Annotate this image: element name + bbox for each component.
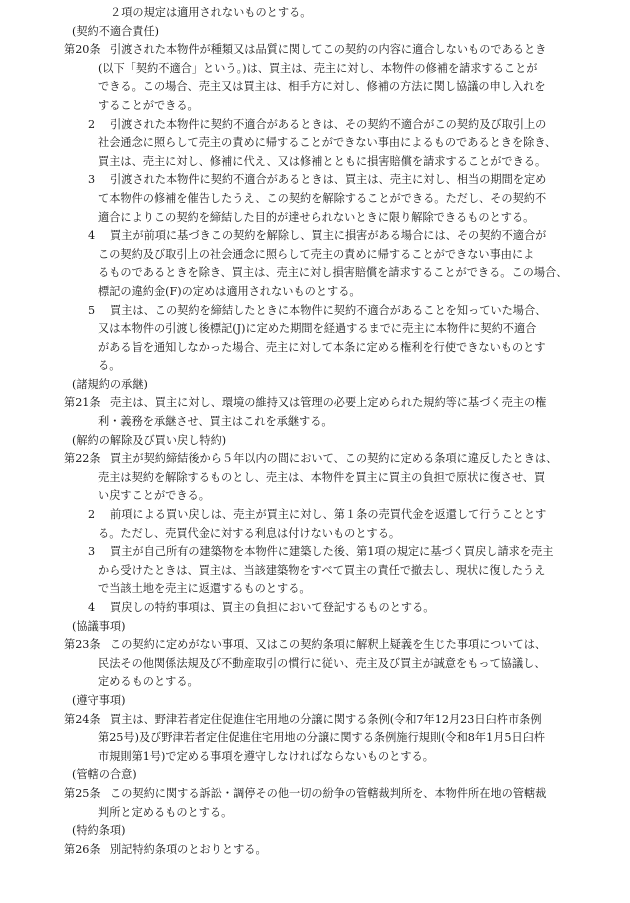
paragraph-text-line: 標記の違約金(F)の定めは適用されないものとする。: [98, 284, 361, 298]
paragraph-text-line: 買主は、売主に対し、修補に代え、又は修補とともに損害賠償を請求することができる。: [98, 154, 547, 168]
paragraph-number: 2: [88, 117, 96, 131]
article: [0, 785, 630, 822]
paragraph-number: 4: [88, 601, 96, 614]
article-text-line: 市規則第1号)で定める事項を遵守しなければならないものとする。: [98, 749, 434, 763]
article-caption: (特約条項): [72, 824, 126, 838]
document-page: [0, 4, 630, 859]
paragraph-text-line: 適合によりこの契約を締結した目的が達せられないときに限り解除できるものとする。: [98, 210, 535, 224]
article-text-line: 判所と定めるものとする。: [98, 805, 233, 819]
paragraph-text-line: 引渡された本物件に契約不適合があるときは、その契約不適合がこの契約及び取引上の: [110, 117, 547, 131]
paragraph: [0, 302, 630, 376]
paragraph: [0, 116, 630, 172]
article-text-line: 売主は契約を解除するものとし、売主は、本物件を買主に買主の負担で原状に復させ、買: [98, 470, 546, 484]
article: [0, 841, 630, 860]
article-number: 第22条: [64, 452, 101, 466]
article-text-line: 定めるものとする。: [98, 675, 199, 689]
article-number: 第23条: [64, 638, 101, 652]
paragraph-text-line: る。ただし、売買代金に対する利息は付けないものとする。: [98, 526, 401, 540]
article-number: 第26条: [64, 842, 101, 856]
paragraph-text-line: で当該土地を売主に返還するものとする。: [98, 582, 311, 596]
paragraph-text-line: から受けたときは、買主は、当該建築物をすべて買主の責任で撤去し、現状に復したうえ: [98, 563, 546, 577]
paragraph-number: 5: [88, 303, 96, 317]
paragraph-text-line: がある旨を通知しなかった場合、売主に対して本条に定める権利を行使できないものとす: [98, 340, 546, 354]
article: [0, 711, 630, 767]
paragraph-text-line: 買主が前項に基づきこの契約を解除し、買主に損害がある場合には、その契約不適合が: [110, 229, 547, 243]
paragraph-text-line: る。: [98, 359, 121, 373]
paragraph-text-line: 買戻しの特約事項は、買主の負担において登記するものとする。: [110, 601, 435, 614]
paragraph: [0, 506, 630, 543]
paragraph-text-line: この契約及び取引上の社会通念に照らして売主の責めに帰することができない事由によ: [98, 247, 535, 261]
paragraph-text-line: 買主は、この契約を締結したときに本物件に契約不適合があることを知っていた場合、: [110, 303, 547, 317]
continuation-line: ２項の規定は適用されないものとする。: [110, 6, 312, 19]
article-number: 第25条: [64, 786, 101, 800]
article-caption: (契約不適合責任): [72, 24, 160, 38]
article-text-line: この契約に定めがない事項、又はこの契約条項に解釈上疑義を生じた事項については、: [110, 638, 547, 652]
paragraph: [0, 543, 630, 599]
paragraph-number: 4: [88, 229, 96, 243]
article-list: [0, 23, 630, 860]
article-text-line: (以下「契約不適合」という。)は、買主は、売主に対し、本物件の修補を請求することが: [98, 61, 538, 75]
article-text-line: 買主が契約締結後から５年以内の間において、この契約に定める条項に違反したときは、: [110, 452, 558, 466]
article-caption: (遵守事項): [72, 693, 126, 707]
article-number: 第20条: [64, 43, 101, 57]
paragraph-number: 3: [88, 173, 96, 187]
article-text-line: 買主は、野津若者定住促進住宅用地の分譲に関する条例(令和7年12月23日臼杵市条例: [110, 712, 542, 726]
paragraph: [0, 599, 630, 618]
article-text-line: 第25号)及び野津若者定住促進住宅用地の分譲に関する条例施行規則(令和8年1月5日臼杵: [98, 731, 546, 745]
paragraph-number: 3: [88, 545, 96, 559]
article-text-line: 民法その他関係法規及び不動産取引の慣行に従い、売主及び買主が誠意をもって協議し、: [98, 656, 546, 670]
article-caption: (協議事項): [72, 619, 126, 633]
article-text-line: 引渡された本物件が種類又は品質に関してこの契約の内容に適合しないものであるとき: [110, 43, 547, 57]
paragraph-text-line: 買主が自己所有の建築物を本物件に建築した後、第1項の規定に基づく買戻し請求を売主: [110, 545, 554, 559]
continuation-text: [0, 4, 630, 23]
article-caption: (諸規約の承継): [72, 377, 148, 391]
article-text-line: 利・義務を承継させ、買主はこれを承継する。: [98, 415, 333, 429]
article-text-line: 別記特約条項のとおりとする。: [110, 842, 267, 856]
article-number: 第21条: [64, 396, 101, 410]
article-text-line: い戻すことができる。: [98, 489, 210, 503]
article-number: 第24条: [64, 712, 101, 726]
article-caption: (解約の解除及び買い戻し特約): [72, 433, 227, 447]
paragraph-text-line: て本物件の修補を催告したうえ、この契約を解除することができる。ただし、その契約不: [98, 191, 547, 205]
article: [0, 394, 630, 431]
article: [0, 41, 630, 115]
article-text-line: この契約に関する訴訟・調停その他一切の紛争の管轄裁判所を、本物件所在地の管轄裁: [110, 786, 547, 800]
article: [0, 450, 630, 506]
paragraph-text-line: 又は本物件の引渡し後標記(J)に定めた期間を経過するまでに売主に本物件に契約不適合: [98, 322, 537, 336]
paragraph-text-line: るものであるときを除き、買主は、売主に対し損害賠償を請求することができる。この場合、: [98, 266, 568, 280]
article-caption: (管轄の合意): [72, 768, 137, 782]
article-text-line: できる。この場合、売主又は買主は、相手方に対し、修補の方法に関し協議の申し入れを: [98, 80, 546, 94]
paragraph: [0, 171, 630, 227]
article-text-line: することができる。: [98, 98, 199, 112]
paragraph-number: 2: [88, 508, 96, 522]
article: [0, 636, 630, 692]
paragraph: [0, 227, 630, 301]
paragraph-text-line: 前項による買い戻しは、売主が買主に対し、第１条の売買代金を返還して行うこととす: [110, 508, 547, 522]
paragraph-text-line: 社会通念に照らして売主の責めに帰することができない事由によるものであるときを除き、: [98, 136, 557, 150]
paragraph-text-line: 引渡された本物件に契約不適合があるときは、買主は、売主に対し、相当の期間を定め: [110, 173, 547, 187]
article-text-line: 売主は、買主に対し、環境の維持又は管理の必要上定められた規約等に基づく売主の権: [110, 396, 547, 410]
